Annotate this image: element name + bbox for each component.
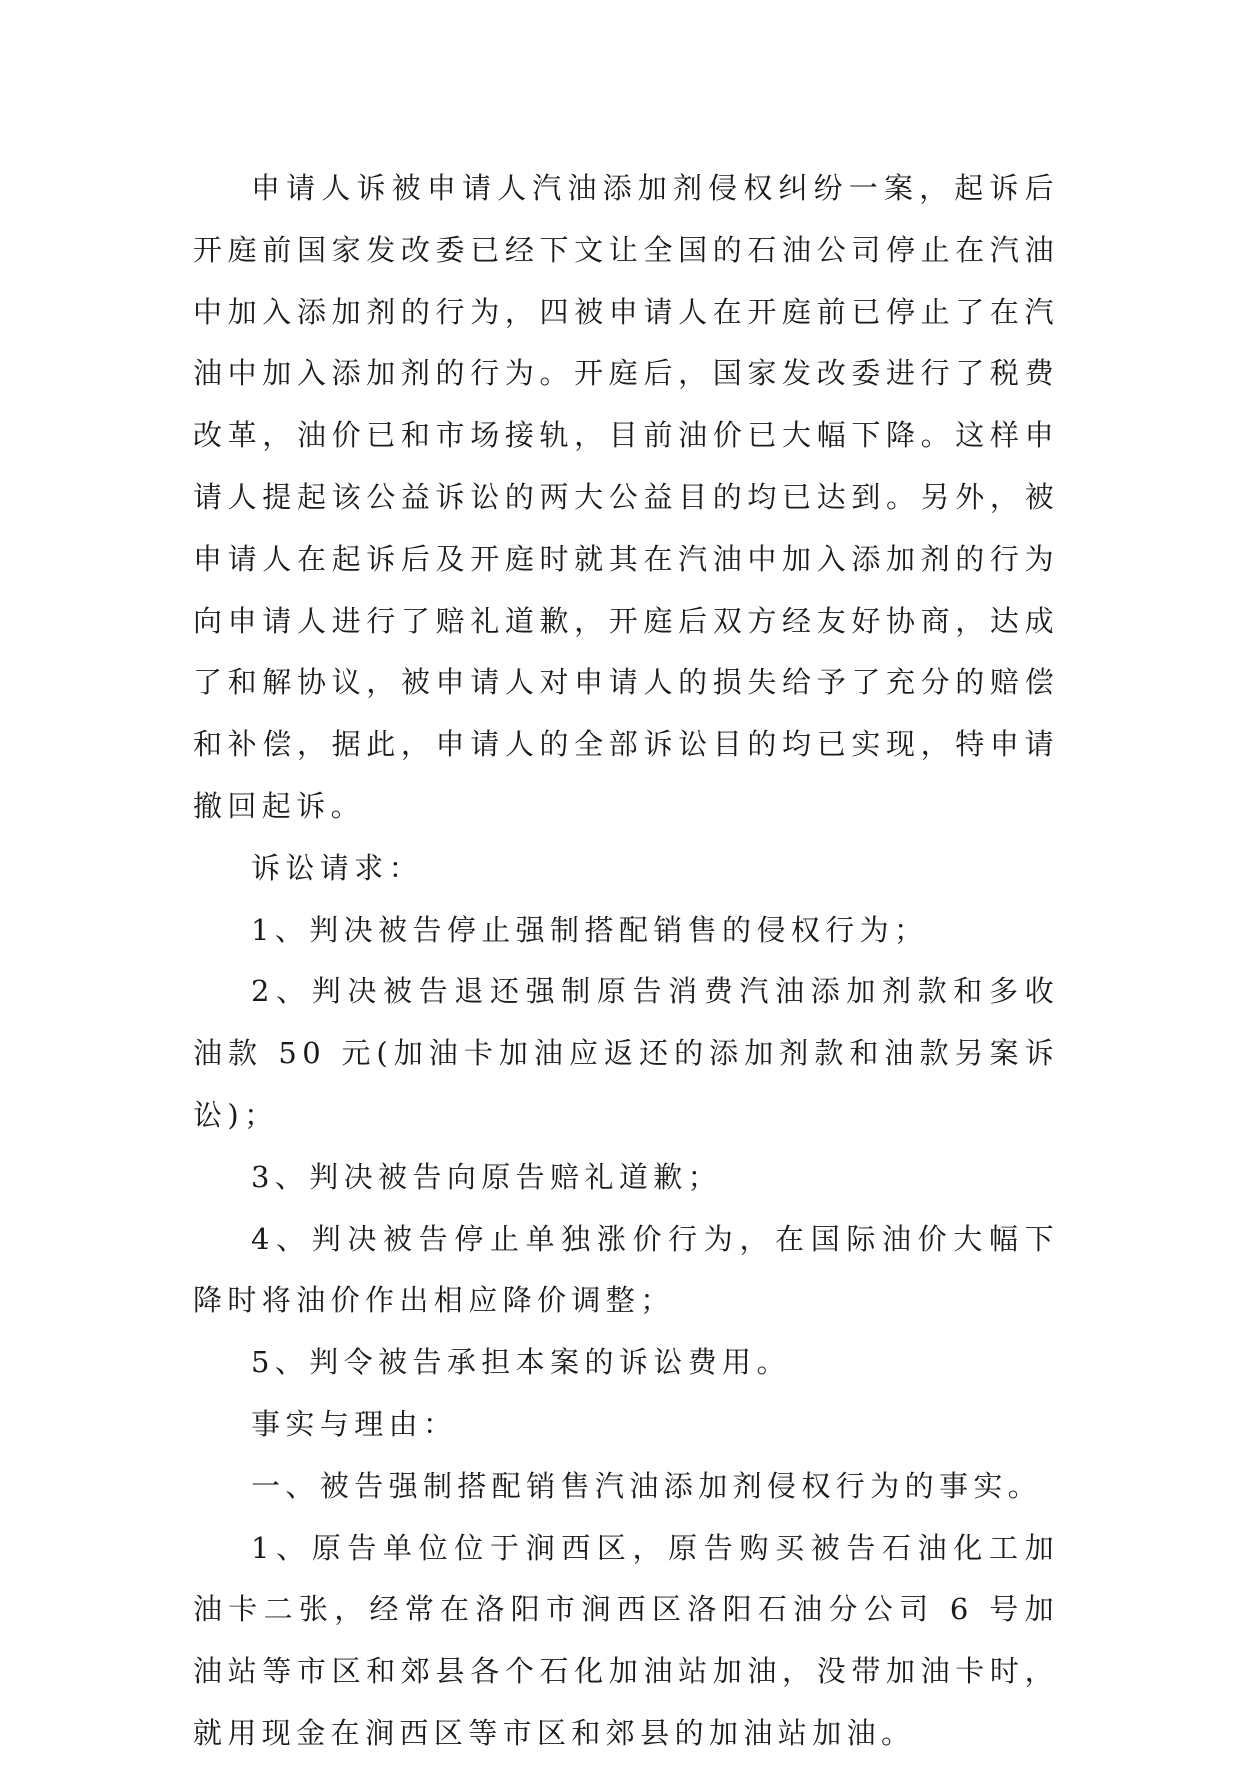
claim-item-4: 4、判决被告停止单独涨价行为，在国际油价大幅下降时将油价作出相应降价调整； (193, 1221, 1059, 1318)
heading-facts-and-reasons: 事实与理由： (251, 1406, 458, 1441)
paragraph-withdrawal-statement: 申请人诉被申请人汽油添加剂侵权纠纷一案，起诉后开庭前国家发改委已经下文让全国的石油公司停止在汽油中加入添加剂的行为，四被申请人在开庭前已停止了在汽油中加入添加剂的行为。开庭后，国家发改委进行了税费改革，油价已和市场接轨，目前油价已大幅下降。这样申请人提起该公益诉讼的两大公益目的均已达到。另外，被申请人在起诉后及开庭时就其在汽油中加入添加剂的行为向申请人进行了赔礼道歉，开庭后双方经友好协商，达成了和解协议，被申请人对申请人的损失给予了充分的赔偿和补偿，据此，申请人的全部诉讼目的均已实现，特申请撤回起诉。 (193, 171, 1059, 823)
fact-item-1: 1、原告单位位于涧西区，原告购买被告石油化工加油卡二张，经常在洛阳市涧西区洛阳石油分公司 6 号加油站等市区和郊县各个石化加油站加油，没带加油卡时，就用现金在涧西区等市区和郊县的加油站加油。 (193, 1530, 1059, 1750)
document-body (193, 158, 1059, 1765)
claim-item-2: 2、判决被告退还强制原告消费汽油添加剂款和多收油款 50 元(加油卡加油应返还的添加剂款和油款另案诉讼)； (193, 974, 1059, 1132)
claim-item-3: 3、判决被告向原告赔礼道歉； (251, 1159, 723, 1194)
claim-item-5: 5、判令被告承担本案的诉讼费用。 (251, 1345, 791, 1380)
claim-item-1: 1、判决被告停止强制搭配销售的侵权行为； (251, 912, 929, 947)
section-heading-1: 一、被告强制搭配销售汽油添加剂侵权行为的事实。 (251, 1468, 1043, 1503)
heading-litigation-claims: 诉讼请求： (251, 850, 424, 885)
